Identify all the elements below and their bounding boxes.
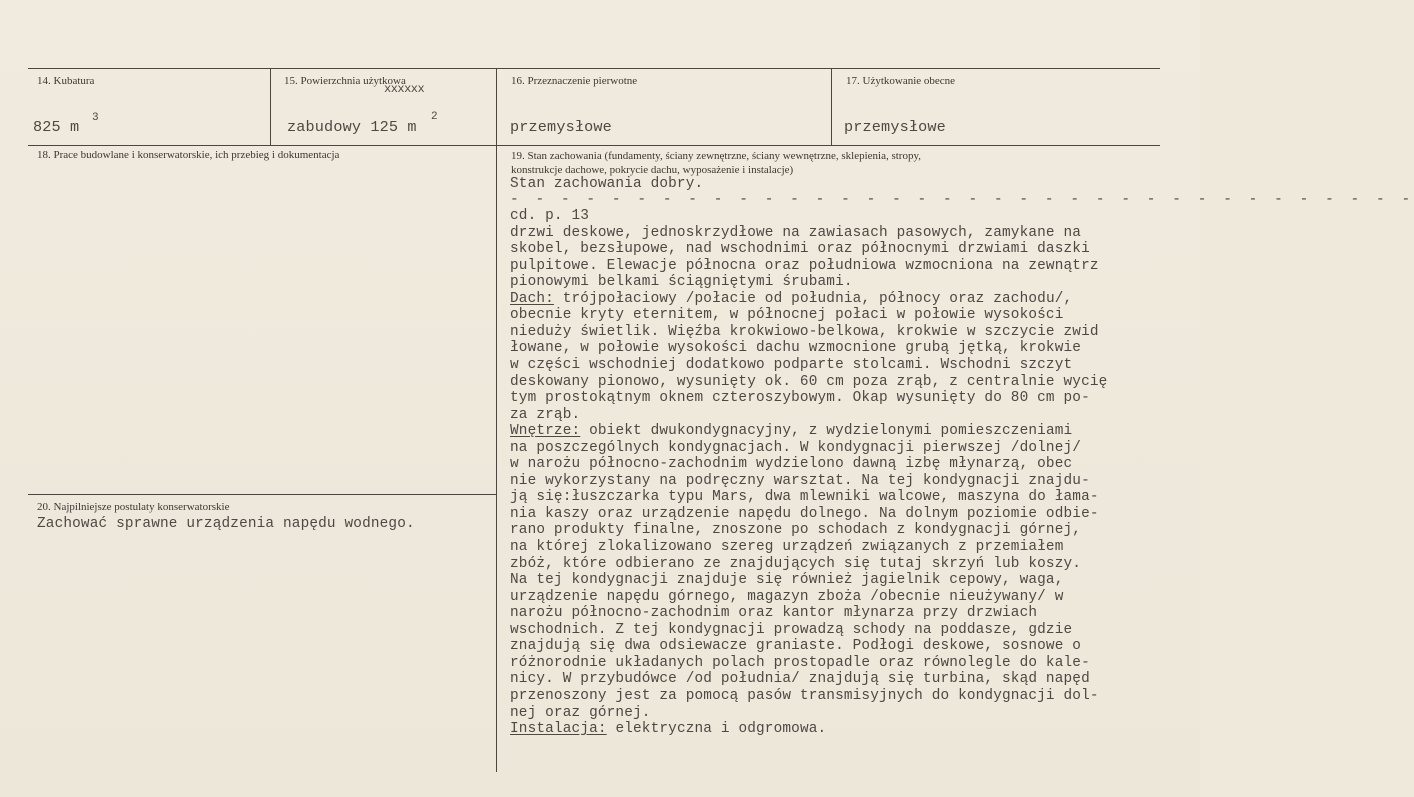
field-19-line: drzwi deskowe, jednoskrzydłowe na zawiasach pasowych, zamykane na (510, 224, 1082, 241)
field-19-line: za zrąb. (510, 406, 581, 423)
field-19-line: wschodnich. Z tej kondygnacji prowadzą schody na poddasze, gdzie (510, 621, 1073, 638)
field-19-label-line1: 19. Stan zachowania (fundamenty, ściany zewnętrzne, ściany wewnętrzne, sklepienia, stropy, (511, 150, 922, 162)
field-19-line: tym prostokątnym oknem czteroszybowym. Okap wysunięty do 80 cm po- (510, 390, 1090, 407)
field-19-line: nicy. W przybudówce /od południa/ znajdują się turbina, skąd napęd (510, 671, 1090, 688)
field-19-line: deskowany pionowo, wysunięty ok. 60 cm poza zrąb, z centralnie wycię (510, 373, 1108, 390)
field-19-line: Wnętrze: obiekt dwukondygnacyjny, z wydzielonymi pomieszczeniami (510, 423, 1073, 440)
field-15-value: zabudowy 125 m (287, 118, 417, 136)
field-19-line: na poszczególnych kondygnacjach. W kondygnacji pierwszej /dolnej/ (510, 439, 1082, 456)
field-19-line: przenoszony jest za pomocą pasów transmisyjnych do kondygnacji dol- (510, 687, 1099, 704)
field-19-line: nieduży świetlik. Więźba krokwiowo-belkowa, krokwie w szczycie zwid (510, 323, 1099, 340)
field-15-sup: 2 (431, 111, 438, 123)
field-20-value: Zachować sprawne urządzenia napędu wodnego. (37, 516, 415, 532)
top-rule (28, 68, 1160, 69)
field-19-line: cd. p. 13 (510, 208, 590, 224)
field-19-line: na której zlokalizowano szereg urządzeń związanych z przemiałem (510, 539, 1064, 555)
field-15-strikeout: xxxxxx (384, 82, 425, 96)
field-20-label: 20. Najpilniejsze postulaty konserwatorskie (37, 501, 230, 513)
section-heading: Wnętrze: (510, 423, 581, 440)
field-19-line: znajdują się dwa odsiewacze graniaste. Podłogi deskowe, sosnowe o (510, 638, 1082, 655)
field-19-line: zbóż, które odbierano ze znajdujących się tutaj skrzyń lub koszy. (510, 555, 1082, 572)
field-16-value: przemysłowe (510, 118, 612, 136)
field-19-line: pulpitowe. Elewacje północna oraz południowa wzmocniona na zewnątrz (510, 257, 1099, 274)
left-column-rule (28, 494, 496, 495)
field-16-label: 16. Przeznaczenie pierwotne (511, 75, 638, 87)
field-19-line: Instalacja: elektryczna i odgromowa. (510, 721, 827, 738)
row-rule (28, 145, 1160, 146)
field-17-label: 17. Użytkowanie obecne (846, 75, 956, 87)
field-15-label: 15. Powierzchnia użytkowa (284, 75, 406, 87)
field-19-line: pionowymi belkami ściągniętymi śrubami. (510, 274, 853, 291)
field-19-line: Dach: trójpołaciowy /połacie od południa, północy oraz zachodu/, (510, 290, 1073, 307)
field-19-line: nie wykorzystany na podręczny warsztat. Na tej kondygnacji znajdu- (510, 472, 1090, 489)
field-19-line: narożu północno-zachodnim oraz kantor młynarza przy drzwiach (510, 605, 1038, 622)
field-19-separator: - - - - - - - - - - - - - - - - - - - - - - - - - - - - - - - - - - - - (510, 192, 1414, 208)
field-17-value: przemysłowe (844, 118, 946, 136)
field-19-line: w narożu północno-zachodnim wydzielono dawną izbę młynarzą, obec (510, 456, 1073, 473)
field-19-line: ją się:łuszczarka typu Mars, dwa mlewniki walcowe, maszyna do łama- (510, 489, 1099, 506)
col-divider-1 (270, 68, 271, 145)
field-19-line: w części wschodniej dodatkowo podparte stolcami. Wschodni szczyt (510, 356, 1073, 373)
field-19-line: różnorodnie układanych polach prostopadle oraz równolegle do kale- (510, 654, 1090, 671)
field-14-sup: 3 (92, 112, 99, 124)
section-heading: Dach: (510, 290, 554, 307)
col-divider-2 (496, 68, 497, 772)
section-heading: Instalacja: (510, 721, 607, 738)
field-19-line: nej oraz górnej. (510, 704, 651, 721)
field-19-status: Stan zachowania dobry. (510, 176, 704, 192)
field-19-line: obecnie kryty eternitem, w północnej połaci w połowie wysokości (510, 307, 1064, 324)
col-divider-3 (831, 68, 832, 145)
field-18-label: 18. Prace budowlane i konserwatorskie, ich przebieg i dokumentacja (37, 149, 340, 161)
field-19-line: urządzenie napędu górnego, magazyn zboża /obecnie nieużywany/ w (510, 588, 1064, 605)
field-19-body (510, 208, 1160, 764)
field-19-line: skobel, bezsłupowe, nad wschodnimi oraz północnymi drzwiami daszki (510, 241, 1090, 258)
field-19-label-line2: konstrukcje dachowe, pokrycie dachu, wyposażenie i instalacje) (511, 164, 794, 176)
field-19-line: rano produkty finalne, znoszone po schodach z kondygnacji górnej, (510, 522, 1082, 539)
field-19-line: Na tej kondygnacji znajduje się również jagielnik cepowy, waga, (510, 572, 1064, 589)
field-14-value: 825 m (33, 118, 80, 136)
field-19-line: łowane, w połowie wysokości dachu wzmocnione grubą jętką, krokwie (510, 340, 1082, 357)
field-19-line: nia kaszy oraz urządzenie napędu dolnego. Na dolnym poziomie odbie- (510, 505, 1099, 522)
field-14-label: 14. Kubatura (37, 75, 95, 87)
